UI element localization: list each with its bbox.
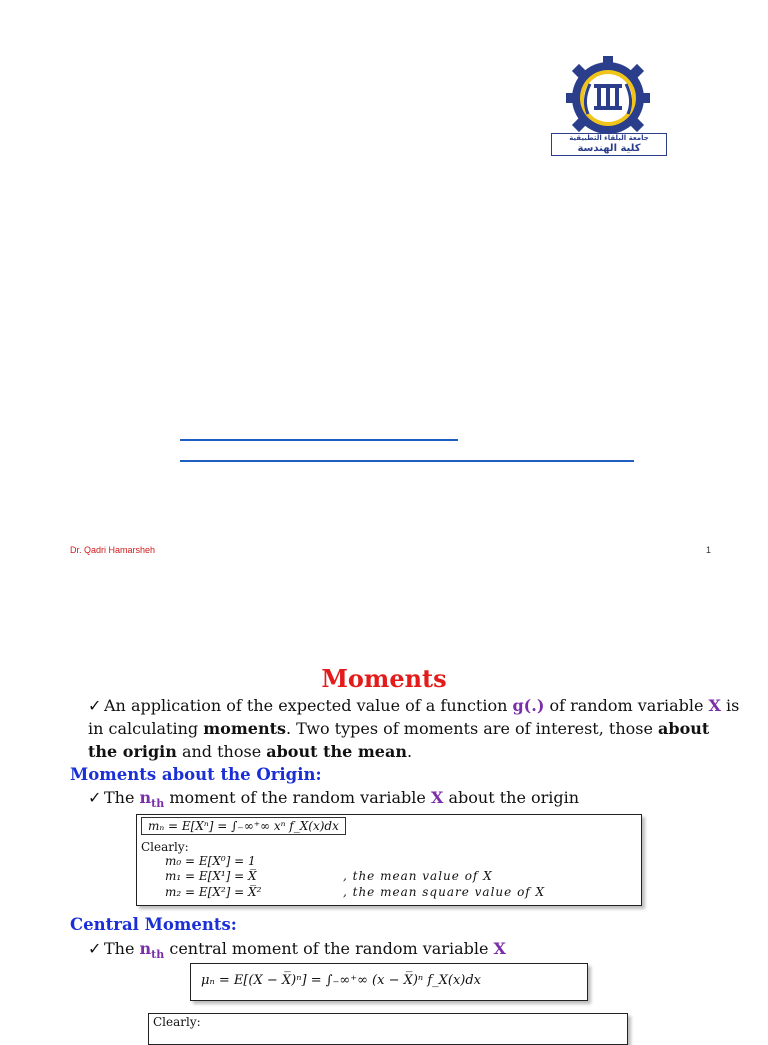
bullet-text: The	[104, 788, 140, 807]
intro-text: An application of the expected value of a function	[104, 696, 513, 715]
decorative-line-short	[180, 439, 458, 441]
origin-bullet	[88, 786, 740, 815]
bold-about-mean: about the mean	[266, 742, 407, 761]
equation-m2: m₂ = E[X²] = X̅²	[165, 885, 262, 899]
bold-moments: moments	[203, 719, 286, 738]
origin-main-equation: mₙ = E[Xⁿ] = ∫₋∞⁺∞ xⁿ f_X(x)dx	[141, 817, 346, 835]
bullet-text: about the origin	[443, 788, 580, 807]
nth-symbol	[139, 939, 165, 962]
checkmark-icon: ✓	[88, 788, 102, 807]
checkmark-icon: ✓	[88, 696, 102, 715]
slide-2	[0, 580, 768, 1029]
intro-paragraph	[88, 694, 740, 763]
th-subscript: th	[151, 797, 165, 811]
central-moment-equation-box	[190, 963, 588, 1001]
slide-title: Moments	[321, 664, 447, 693]
function-g: g(.)	[512, 696, 545, 715]
origin-moment-equation-box	[136, 814, 642, 906]
intro-text: and those	[176, 742, 267, 761]
clearly-label: Clearly:	[141, 840, 189, 854]
bold-about-origin: about the origin	[88, 719, 710, 761]
intro-text: is in calculating	[88, 696, 740, 738]
variable-x: X	[493, 939, 506, 958]
central-bullet	[88, 937, 740, 966]
section-origin-heading: Moments about the Origin:	[70, 765, 322, 784]
equation-m0: m₀ = E[X⁰] = 1	[165, 854, 256, 868]
th-subscript: th	[151, 948, 165, 962]
central-main-equation: μₙ = E[(X − X̅)ⁿ] = ∫₋∞⁺∞ (x − X̅)ⁿ f_X(x)dx	[201, 973, 482, 988]
logo-caption	[551, 133, 667, 156]
equation-m1: m₁ = E[X¹] = X̅	[165, 869, 257, 883]
logo-caption-line1: جامعة البلقاء التطبيقية	[569, 134, 649, 142]
bullet-text: moment of the random variable	[164, 788, 431, 807]
footer-author: Dr. Qadri Hamarsheh	[70, 545, 156, 555]
n-letter: n	[139, 788, 152, 807]
comment-m2: , the mean square value of X	[343, 885, 546, 899]
logo-caption-line2: كلية الهندسة	[577, 143, 641, 154]
variable-x: X	[708, 696, 721, 715]
intro-text: . Two types of moments are of interest, those	[285, 719, 659, 738]
variable-x: X	[430, 788, 444, 807]
decorative-line-long	[180, 460, 634, 462]
central-clearly-box	[148, 1013, 628, 1045]
comment-m1: , the mean value of X	[343, 869, 493, 883]
intro-text: of random variable	[544, 696, 709, 715]
clearly-label: Clearly:	[153, 1015, 201, 1029]
page-number: 1	[706, 545, 712, 555]
checkmark-icon: ✓	[88, 939, 102, 958]
nth-symbol	[139, 788, 165, 811]
bullet-text: The	[104, 939, 140, 958]
section-central-heading: Central Moments:	[70, 915, 237, 934]
bullet-text: central moment of the random variable	[164, 939, 494, 958]
intro-text: .	[406, 742, 413, 761]
n-letter: n	[139, 939, 152, 958]
